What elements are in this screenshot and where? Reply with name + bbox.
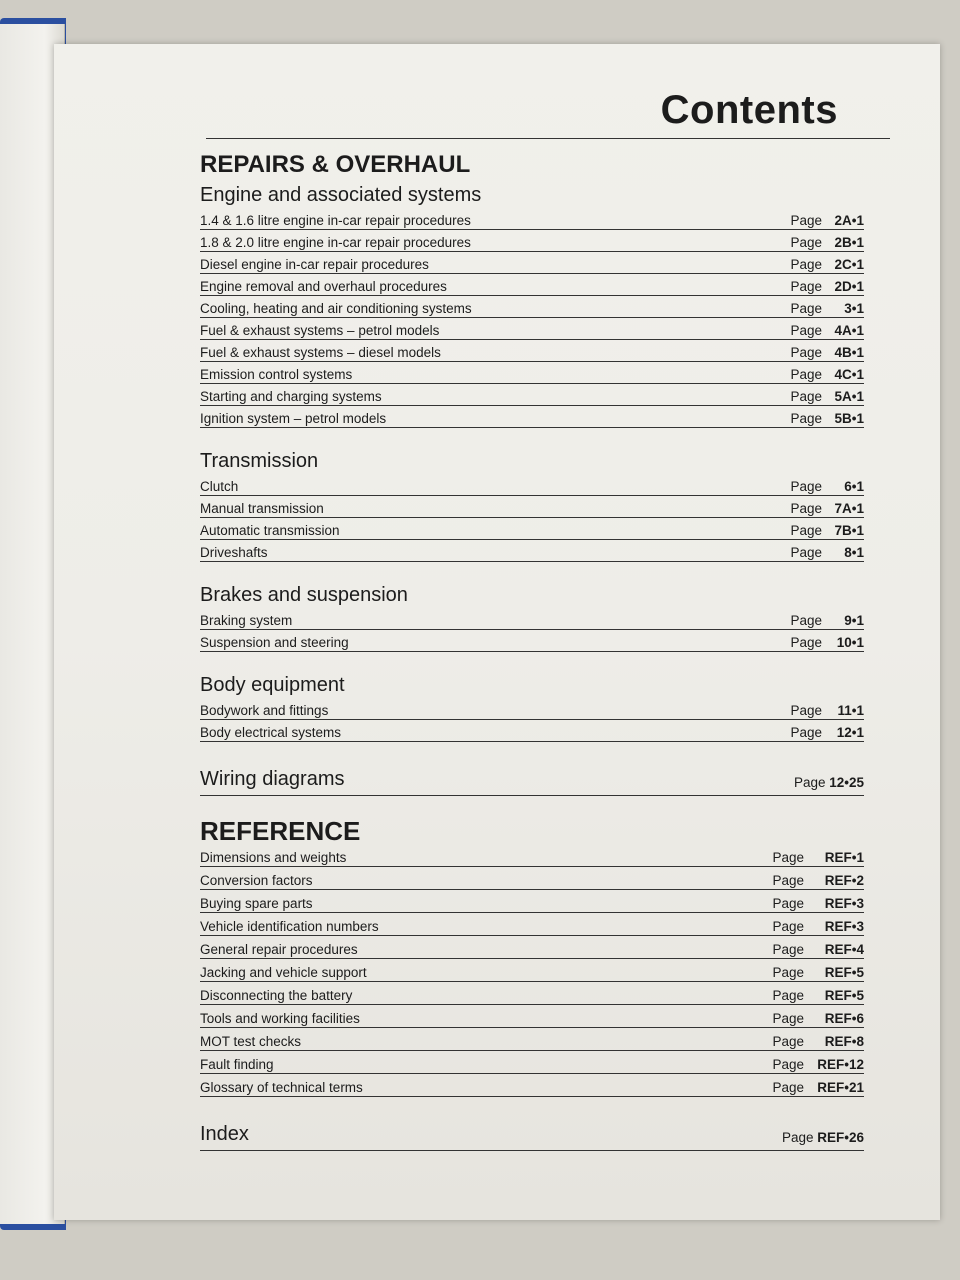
page-word: Page (790, 257, 822, 272)
page-number: 7A•1 (834, 501, 864, 516)
page-number: 12•1 (836, 725, 864, 740)
page-number: REF•26 (817, 1130, 864, 1145)
entry-label: MOT test checks (200, 1034, 302, 1049)
entry-page (790, 411, 864, 426)
wiring-title: Wiring diagrams (200, 768, 345, 790)
page-number: REF•12 (817, 1057, 864, 1072)
index-row (200, 1117, 864, 1151)
contents-entry (200, 1005, 864, 1028)
entry-page (772, 1034, 864, 1049)
page-word: Page (781, 1130, 814, 1145)
contents-entry (200, 936, 864, 959)
contents-entry (200, 540, 864, 562)
contents-entry (200, 518, 864, 540)
page-number: REF•4 (824, 942, 864, 957)
page-number: REF•8 (824, 1034, 864, 1049)
entry-page (790, 213, 864, 228)
entry-page (790, 635, 864, 650)
entry-page (790, 501, 864, 516)
entry-label: Manual transmission (200, 501, 324, 516)
entry-label: Vehicle identification numbers (200, 919, 379, 934)
entry-label: Engine removal and overhaul procedures (200, 279, 447, 294)
page-word: Page (790, 635, 822, 650)
entry-page (790, 725, 864, 740)
page-number: 4B•1 (834, 345, 864, 360)
entry-page (772, 988, 864, 1003)
page-word: Page (772, 942, 804, 957)
page-number: REF•6 (824, 1011, 864, 1026)
entry-page (790, 235, 864, 250)
page-word: Page (790, 725, 822, 740)
entry-label: Automatic transmission (200, 523, 340, 538)
page-word: Page (790, 389, 822, 404)
repairs-sections (200, 182, 864, 742)
entry-page (772, 919, 864, 934)
page-word: Page (790, 323, 822, 338)
page-title: Contents (660, 88, 838, 132)
contents-entry (200, 913, 864, 936)
contents-entry (200, 362, 864, 384)
contents-entry (200, 252, 864, 274)
contents-entry (200, 630, 864, 652)
contents-entry (200, 474, 864, 496)
page-word: Page (772, 1034, 804, 1049)
page-word: Page (793, 775, 826, 790)
page-number: 6•1 (844, 479, 864, 494)
contents-section (200, 182, 864, 428)
reference-heading: REFERENCE (200, 816, 361, 846)
entry-label: Body electrical systems (200, 725, 342, 740)
page-word: Page (790, 411, 822, 426)
contents-entry (200, 890, 864, 913)
page-word: Page (790, 235, 822, 250)
contents-entry (200, 959, 864, 982)
contents-entry (200, 1028, 864, 1051)
page-word: Page (772, 1011, 804, 1026)
page-number: 5B•1 (834, 411, 864, 426)
wiring-diagrams-row (200, 762, 864, 796)
entry-label: Fault finding (200, 1057, 274, 1072)
contents-entry (200, 844, 864, 867)
contents-entry (200, 608, 864, 630)
contents-entry (200, 340, 864, 362)
page-number: 2A•1 (834, 213, 864, 228)
page-word: Page (790, 501, 822, 516)
page-number: 11•1 (837, 703, 864, 718)
entry-label: Buying spare parts (200, 896, 313, 911)
index-page (782, 1130, 864, 1145)
entry-label: 1.8 & 2.0 litre engine in-car repair procedures (200, 235, 471, 250)
contents-entry (200, 867, 864, 890)
page-number: 5A•1 (834, 389, 864, 404)
repairs-heading: REPAIRS & OVERHAUL (200, 151, 471, 178)
entry-page (772, 850, 864, 865)
entry-page (790, 301, 864, 316)
page-number: REF•2 (824, 873, 864, 888)
page-number: 3•1 (844, 301, 864, 316)
page-number: 12•25 (829, 775, 864, 790)
page-number: 9•1 (844, 613, 864, 628)
entry-page (772, 1080, 864, 1095)
entry-page (790, 523, 864, 538)
page-word: Page (790, 367, 822, 382)
section-title: Transmission (200, 450, 319, 472)
page-word: Page (772, 1080, 804, 1095)
contents-entry (200, 1074, 864, 1097)
contents-entry (200, 698, 864, 720)
contents-entry (200, 406, 864, 428)
contents-entry (200, 230, 864, 252)
entry-label: Tools and working facilities (200, 1011, 360, 1026)
entry-label: Braking system (200, 613, 293, 628)
page-number: 7B•1 (834, 523, 864, 538)
contents-entry (200, 384, 864, 406)
entry-page (772, 942, 864, 957)
contents-entry (200, 296, 864, 318)
entry-page (790, 389, 864, 404)
entry-label: Disconnecting the battery (200, 988, 353, 1003)
section-title: Body equipment (200, 674, 345, 696)
page-word: Page (772, 1057, 804, 1072)
entry-label: Diesel engine in-car repair procedures (200, 257, 429, 272)
wiring-page (794, 775, 864, 790)
contents-entry (200, 982, 864, 1005)
entry-label: Driveshafts (200, 545, 268, 560)
index-title: Index (200, 1123, 249, 1145)
entry-page (790, 345, 864, 360)
entry-label: Emission control systems (200, 367, 353, 382)
entry-page (790, 479, 864, 494)
page-word: Page (790, 545, 822, 560)
page-word: Page (790, 279, 822, 294)
page-number: 10•1 (836, 635, 864, 650)
contents-section (200, 448, 864, 562)
entry-page (772, 1011, 864, 1026)
page-word: Page (772, 896, 804, 911)
entry-label: Glossary of technical terms (200, 1080, 363, 1095)
entry-page (790, 367, 864, 382)
entry-label: Fuel & exhaust systems – diesel models (200, 345, 441, 360)
entry-page (772, 965, 864, 980)
entry-label: Clutch (200, 479, 239, 494)
page-word: Page (772, 850, 804, 865)
page-word: Page (772, 965, 804, 980)
page-word: Page (790, 479, 822, 494)
contents-list (200, 150, 864, 1151)
entry-label: Starting and charging systems (200, 389, 382, 404)
entry-page (790, 279, 864, 294)
reference-entries (200, 844, 864, 1097)
title-rule (206, 138, 890, 139)
page-number: 4A•1 (834, 323, 864, 338)
page-number: 2C•1 (834, 257, 864, 272)
entry-label: Suspension and steering (200, 635, 349, 650)
page-word: Page (772, 919, 804, 934)
page-number: REF•21 (817, 1080, 864, 1095)
entry-page (790, 257, 864, 272)
entry-page (772, 1057, 864, 1072)
entry-page (772, 896, 864, 911)
entry-page (790, 323, 864, 338)
page-number: REF•5 (824, 988, 864, 1003)
entry-label: Conversion factors (200, 873, 313, 888)
page-number: REF•1 (824, 850, 864, 865)
contents-entry (200, 720, 864, 742)
entry-page (790, 545, 864, 560)
page-number: 4C•1 (834, 367, 864, 382)
contents-section (200, 672, 864, 742)
contents-section (200, 582, 864, 652)
entry-label: Ignition system – petrol models (200, 411, 387, 426)
entry-page (790, 703, 864, 718)
contents-page (54, 44, 940, 1220)
contents-entry (200, 496, 864, 518)
contents-entry (200, 1051, 864, 1074)
page-word: Page (790, 613, 822, 628)
entry-label: Cooling, heating and air conditioning systems (200, 301, 472, 316)
entry-label: 1.4 & 1.6 litre engine in-car repair procedures (200, 213, 471, 228)
entry-label: Fuel & exhaust systems – petrol models (200, 323, 440, 338)
page-word: Page (790, 523, 822, 538)
contents-entry (200, 274, 864, 296)
page-word: Page (790, 301, 822, 316)
entry-label: Dimensions and weights (200, 850, 347, 865)
page-word: Page (772, 988, 804, 1003)
page-number: 2B•1 (834, 235, 864, 250)
page-number: 2D•1 (834, 279, 864, 294)
section-title: Brakes and suspension (200, 584, 408, 606)
page-number: REF•3 (824, 896, 864, 911)
page-number: REF•3 (824, 919, 864, 934)
section-title: Engine and associated systems (200, 184, 482, 206)
entry-label: Jacking and vehicle support (200, 965, 367, 980)
entry-label: Bodywork and fittings (200, 703, 329, 718)
entry-page (790, 613, 864, 628)
page-word: Page (772, 873, 804, 888)
contents-entry (200, 208, 864, 230)
page-number: REF•5 (824, 965, 864, 980)
contents-entry (200, 318, 864, 340)
page-number: 8•1 (844, 545, 864, 560)
page-word: Page (790, 213, 822, 228)
entry-page (772, 873, 864, 888)
entry-label: General repair procedures (200, 942, 358, 957)
page-word: Page (790, 703, 822, 718)
page-word: Page (790, 345, 822, 360)
